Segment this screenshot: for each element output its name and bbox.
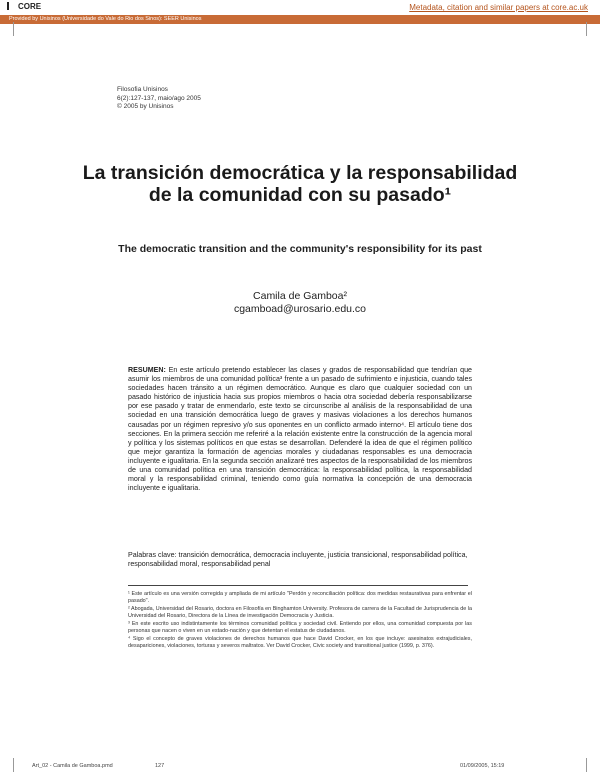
abstract-text: En este artículo pretendo establecer las clases y grados de responsabilidad que tendrían que asumir los miembros de una comunidad política³ frente a un pasado de sufrimiento e injusticia, cuando tales sociedades hacen tránsito a un régimen democrático. Aunque es claro que cualquier sociedad con un pasado histórico de injusticia hacia sus propios miembros o hacia otra sociedad debería responsabilizarse por ese pasado y tratar de enmendarlo, este texto se circunscribe al análisis de la responsabilidad de una sociedad en una transición democrática luego de graves y masivas violaciones a los derechos humanos causadas por un régimen represivo y/o sus oponentes en un conflicto armado interno⁴. El artículo tiene dos secciones. En la primera sección me referiré a la relación existente entre la construcción de la agencia moral y política y los sistemas políticos en que estas se desarrollan. Defenderé la idea de que el régimen político que mejor garantiza la formación de agencias morales y ciudadanas responsables es una democracia incluyente e igualitaria. En la segunda sección analizaré tres aspectos de la responsabilidad de los miembros de una comunidad política en una transición democrática: la responsabilidad política, la responsabilidad moral y la responsabilidad criminal, teniendo como guía normativa la concepción de una democracia incluyente e igualitaria.: [128, 366, 472, 493]
crop-mark: [586, 22, 600, 36]
crop-mark: [586, 758, 600, 772]
journal-name: Filosofia Unisinos: [117, 86, 168, 93]
crop-mark: [0, 22, 14, 36]
footnote: ³ En este escrito uso indistintamente los términos comunidad política y sociedad civil. Entiendo por ellos, una comunidad compuesta por las personas que nacen o viven en un estado-nación y que detentan el estatus de ciudadanos.: [128, 621, 472, 634]
journal-issue: 6(2):127-137, maio/ago 2005: [117, 94, 201, 102]
footnotes: [128, 591, 472, 651]
crop-mark: [0, 758, 14, 772]
journal-copyright: © 2005 by Unisinos: [117, 103, 174, 110]
print-footer-page: 127: [155, 763, 165, 769]
journal-info: [117, 86, 201, 112]
abstract: [128, 366, 472, 493]
footnote: ⁴ Sigo el concepto de graves violaciones de derechos humanos que hace David Crocker, en los que incluye: asesinatos extrajudiciales, desapariciones, violaciones, torturas y severos maltratos. Ver David Crocker, Civic society and transitional justice (1999, p. 376).: [128, 636, 472, 649]
author-block: [150, 290, 450, 316]
keywords-label: Palabras clave:: [128, 551, 177, 559]
print-footer-datetime: 01/09/2005, 15:19: [460, 763, 505, 769]
footnote: ² Abogada, Universidad del Rosario, doctora en Filosofía en Binghamton University. Profesora de carrera de la Facultad de Jurisprudencia de la Universidad del Rosario, Directora de la Línea de investigación Democracia y Justicia.: [128, 606, 472, 619]
core-logo[interactable]: [7, 2, 41, 11]
provided-by-link[interactable]: Provided by Unisinos (Universidade do Vale do Rio dos Sinos): SEER Unisinos: [9, 16, 202, 22]
core-logo-text: CORE: [18, 2, 42, 11]
provided-by-bar: [0, 15, 600, 24]
metadata-link[interactable]: Metadata, citation and similar papers at core.ac.uk: [409, 3, 588, 12]
footnote-divider: [128, 585, 468, 586]
abstract-label: RESUMEN:: [128, 366, 166, 374]
article-title: La transición democrática y la responsabilidad de la comunidad con su pasado¹: [82, 162, 518, 206]
print-footer-file: Art_02 - Camila de Gamboa.pmd: [32, 763, 113, 769]
author-email: cgamboad@urosario.edu.co: [233, 303, 367, 315]
article-subtitle: The democratic transition and the community's responsibility for its past: [118, 243, 482, 255]
core-logo-icon: [7, 2, 15, 10]
keywords-text: transición democrática, democracia incluyente, justicia transicional, responsabilidad política, responsabilidad moral, responsabilidad penal: [128, 551, 468, 569]
core-header-bar: [0, 0, 600, 15]
footnote: ¹ Este artículo es una versión corregida y ampliada de mi artículo "Perdón y reconciliación política: dos medidas restaurativas para enfrentar el pasado".: [128, 591, 472, 604]
author-name: Camila de Gamboa²: [253, 290, 347, 302]
keywords: [128, 551, 472, 569]
